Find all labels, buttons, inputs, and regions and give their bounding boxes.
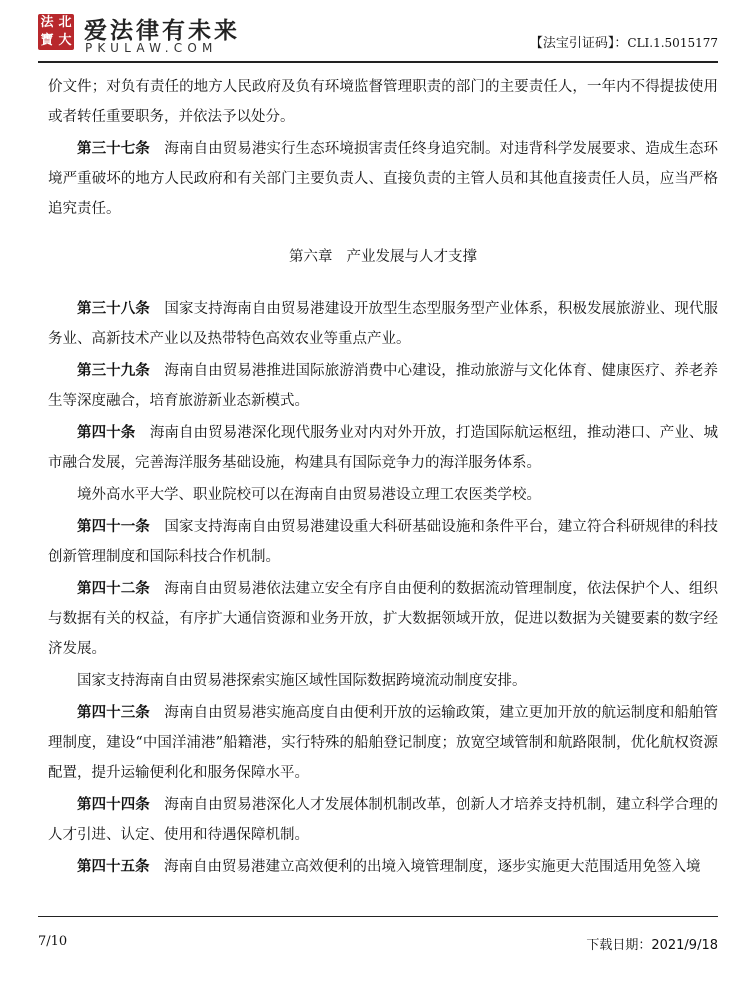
article-40-paragraph-2: 境外高水平大学、职业院校可以在海南自由贸易港设立理工农医类学校。 xyxy=(77,487,541,503)
article-number: 第三十八条 xyxy=(77,300,150,317)
article-text: 海南自由贸易港建立高效便利的出境入境管理制度，逐步实施更大范围适用免签入境 xyxy=(164,859,701,875)
citation-label: 【法宝引证码】： xyxy=(529,36,628,51)
article-number: 第三十九条 xyxy=(77,362,150,379)
chapter-title: 产业发展与人才支撑 xyxy=(346,249,477,265)
article-text: 海南自由贸易港实施高度自由便利开放的运输政策，建立更加开放的航运制度和船舶管理制度，建设“中国洋浦港”船籍港，实行特殊的船舶登记制度；放宽空域管制和航路限制，优化航权资源配置，提升运输便利化和服务保障水平。 xyxy=(48,705,719,781)
article-text: 海南自由贸易港推进国际旅游消费中心建设，推动旅游与文化体育、健康医疗、养老养生等深度融合，培育旅游新业态新模式。 xyxy=(48,363,719,409)
article-number: 第四十一条 xyxy=(77,518,150,535)
seal-char: 寶 xyxy=(40,33,54,48)
article-text: 海南自由贸易港深化人才发展体制机制改革，创新人才培养支持机制，建立科学合理的人才引进、认定、使用和待遇保障机制。 xyxy=(48,797,719,843)
site-domain: PKULAW.COM xyxy=(85,41,218,55)
citation-code xyxy=(530,32,718,51)
article-41 xyxy=(48,512,718,572)
article-number: 第四十条 xyxy=(77,424,136,441)
pkulaw-seal-logo xyxy=(38,14,74,50)
chapter-heading xyxy=(48,242,718,272)
download-value: 2021/9/18 xyxy=(651,938,718,953)
download-label: 下载日期： xyxy=(586,938,652,953)
page-header xyxy=(38,10,718,60)
article-text: 海南自由贸易港依法建立安全有序自由便利的数据流动管理制度，依法保护个人、组织与数据有关的权益，有序扩大通信资源和业务开放，扩大数据领域开放，促进以数据为关键要素的数字经济发展。 xyxy=(48,581,719,657)
article-number: 第四十二条 xyxy=(77,580,150,597)
page-number: 7/10 xyxy=(38,934,68,949)
document-body xyxy=(48,72,718,882)
seal-char: 北 xyxy=(58,15,72,30)
article-number: 第四十三条 xyxy=(77,704,150,721)
article-44 xyxy=(48,790,718,850)
citation-value: CLI.1.5015177 xyxy=(627,36,718,50)
article-text: 海南自由贸易港实行生态环境损害责任终身追究制。对违背科学发展要求、造成生态环境严重破坏的地方人民政府和有关部门主要负责人、直接负责的主管人员和其他直接责任人员，应当严格追究责任。 xyxy=(48,141,719,217)
footer-divider xyxy=(38,916,718,917)
article-45 xyxy=(48,852,718,882)
article-43 xyxy=(48,698,718,788)
article-37 xyxy=(48,134,718,224)
article-39 xyxy=(48,356,718,416)
article-38 xyxy=(48,294,718,354)
download-date xyxy=(586,934,718,953)
header-divider xyxy=(38,61,718,63)
site-title: 爱法律有未来 xyxy=(84,17,240,44)
article-text: 海南自由贸易港深化现代服务业对内对外开放，打造国际航运枢纽，推动港口、产业、城市融合发展，完善海洋服务基础设施，构建具有国际竞争力的海洋服务体系。 xyxy=(48,425,718,471)
article-42 xyxy=(48,574,718,664)
chapter-number: 第六章 xyxy=(289,249,333,265)
seal-char: 法 xyxy=(40,15,54,30)
paragraph-continued: 价文件；对负有责任的地方人民政府及负有环境监督管理职责的部门的主要责任人，一年内不得提拔使用或者转任重要职务，并依法予以处分。 xyxy=(48,79,718,125)
article-number: 第四十五条 xyxy=(77,858,150,875)
article-number: 第三十七条 xyxy=(77,140,150,157)
article-number: 第四十四条 xyxy=(77,796,150,813)
article-text: 国家支持海南自由贸易港建设开放型生态型服务型产业体系，积极发展旅游业、现代服务业、高新技术产业以及热带特色高效农业等重点产业。 xyxy=(48,301,719,347)
article-text: 国家支持海南自由贸易港建设重大科研基础设施和条件平台，建立符合科研规律的科技创新管理制度和国际科技合作机制。 xyxy=(48,519,719,565)
article-40 xyxy=(48,418,718,478)
seal-char: 大 xyxy=(58,33,72,48)
article-42-paragraph-2: 国家支持海南自由贸易港探索实施区域性国际数据跨境流动制度安排。 xyxy=(77,673,527,689)
